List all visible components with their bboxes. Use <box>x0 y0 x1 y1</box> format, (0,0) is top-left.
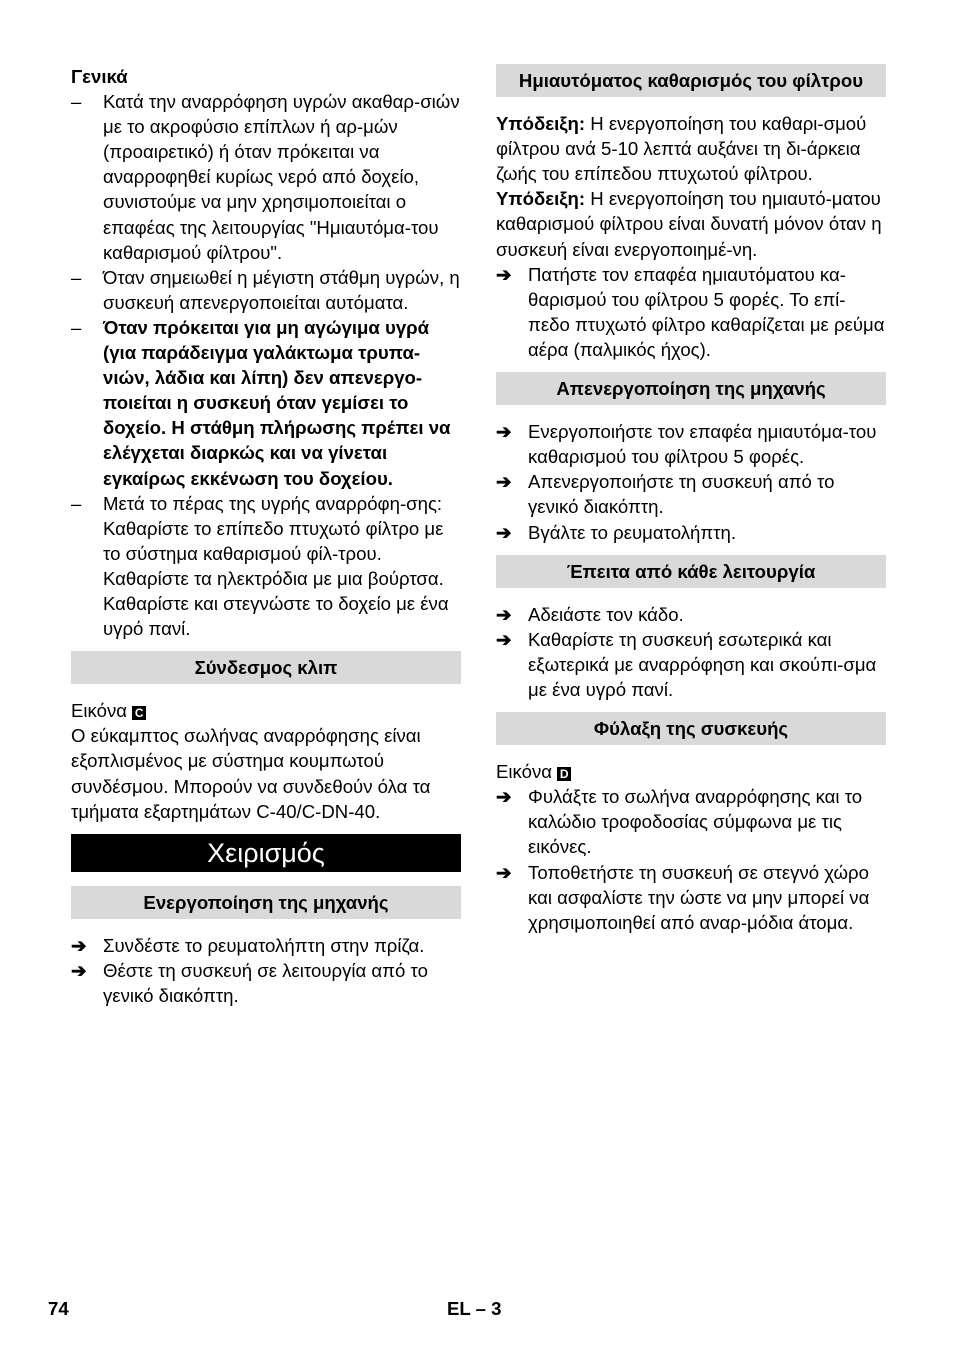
list-item <box>71 315 461 491</box>
arrow-icon: ➔ <box>71 959 87 981</box>
general-heading: Γενικά <box>71 66 128 87</box>
list-item <box>71 491 461 642</box>
chapter-title: Χειρισμός <box>71 834 461 872</box>
list-item <box>71 265 461 315</box>
dash-icon: – <box>71 316 82 338</box>
figure-reference <box>71 698 461 723</box>
section-heading-after-operation: Έπειτα από κάθε λειτουργία <box>496 555 886 588</box>
dash-icon: – <box>71 492 82 514</box>
list-item-text: Συνδέστε το ρευματολήπτη στην πρίζα. <box>103 934 425 956</box>
note-label: Υπόδειξη: <box>496 113 586 135</box>
dash-icon: – <box>71 91 82 113</box>
list-item-text: Όταν σημειωθεί η μέγιστη στάθμη υγρών, η συσκευή απενεργοποιείται αυτόματα. <box>103 266 460 313</box>
list-item-text: Καθαρίστε τη συσκευή εσωτερικά και εξωτερικά με αναρρόφηση και σκούπι-σμα με ένα υγρό πανί. <box>528 628 877 700</box>
list-item-text: Μετά το πέρας της υγρής αναρρόφη-σης: Καθαρίστε το επίπεδο πτυχωτό φίλτρο με το σύστημα καθαρισμού φίλ-τρου. Καθαρίστε τα ηλεκτρόδια με μια βούρτσα. Καθαρίστε και στεγνώστε το δοχείο με ένα υγρό πανί. <box>103 492 449 640</box>
section-heading-shutdown: Απενεργοποίηση της μηχανής <box>496 372 886 405</box>
arrow-icon: ➔ <box>496 263 512 285</box>
list-item-text: Ενεργοποιήστε τον επαφέα ημιαυτόμα-του καθαρισμού του φίλτρου 5 φορές. <box>528 421 877 468</box>
figure-letter-badge: D <box>557 767 571 781</box>
list-item <box>496 262 886 362</box>
footer-language-tag <box>447 1298 501 1320</box>
arrow-icon: ➔ <box>71 934 87 956</box>
list-item <box>496 860 886 935</box>
figure-label: Εικόνα <box>496 761 552 783</box>
list-item <box>71 958 461 1008</box>
figure-reference <box>496 759 886 784</box>
left-column <box>71 64 461 1008</box>
section-heading-clip: Σύνδεσμος κλιπ <box>71 651 461 684</box>
list-item-text: Αδειάστε τον κάδο. <box>528 603 684 625</box>
list-item <box>496 784 886 859</box>
note-text: Η ενεργοποίηση του ημιαυτό-ματου καθαρισμού φίλτρου είναι δυνατή μόνον όταν η συσκευή είναι ενεργοποιημέ-νη. <box>496 188 882 260</box>
figure-letter-badge: C <box>132 706 146 720</box>
arrow-icon: ➔ <box>496 628 512 650</box>
section-heading-startup: Ενεργοποίηση της μηχανής <box>71 886 461 919</box>
dash-icon: – <box>71 266 82 288</box>
list-item <box>496 602 886 627</box>
section-heading-semi-auto: Ημιαυτόματος καθαρισμός του φίλτρου <box>496 64 886 97</box>
list-item <box>496 469 886 519</box>
warning-text: Όταν πρόκειται για μη αγώγιμα υγρά (για παράδειγμα γαλάκτωμα τρυπα-νιών, λάδια και λίπη) δεν απενεργο-ποιείται η συσκευή όταν γεμίσει το δοχείο. Η στάθμη πλήρωσης πρέπει να ελέγχεται διαρκώς και να γίνεται εγκαίρως εκκένωση του δοχείου. <box>103 316 451 489</box>
arrow-icon: ➔ <box>496 521 512 543</box>
list-item-text: Φυλάξτε το σωλήνα αναρρόφησης και το καλώδιο τροφοδοσίας σύμφωνα με τις εικόνες. <box>528 786 863 858</box>
list-item-text: Πατήστε τον επαφέα ημιαυτόματου κα-θαρισμού του φίλτρου 5 φορές. Το επί-πεδο πτυχωτό φίλτρο καθαρίζεται με ρεύμα αέρα (παλμικός ήχος). <box>528 263 885 360</box>
list-item <box>71 89 461 265</box>
page-suffix: – 3 <box>475 1298 502 1319</box>
figure-label: Εικόνα <box>71 700 127 722</box>
arrow-icon: ➔ <box>496 861 512 883</box>
arrow-icon: ➔ <box>496 786 512 808</box>
list-item <box>496 520 886 545</box>
note-text: Η ενεργοποίηση του καθαρι-σμού φίλτρου ανά 5-10 λεπτά αυξάνει τη δι-άρκεια ζωής του επίπεδου πτυχωτού φίλτρου. <box>496 113 867 185</box>
language-code: EL <box>447 1298 471 1319</box>
list-item-text: Απενεργοποιήστε τη συσκευή από το γενικό διακόπτη. <box>528 471 835 518</box>
page-number: 74 <box>48 1298 69 1319</box>
note-paragraph <box>496 186 886 261</box>
list-item-text: Βγάλτε το ρευματολήπτη. <box>528 521 737 543</box>
list-item-text: Κατά την αναρρόφηση υγρών ακαθαρ-σιών με το ακροφύσιο επίπλων ή αρ-μών (προαιρετικό) ή όταν πρόκειται να αναρροφηθεί κυρίως νερό από δοχείο, συνιστούμε να μην χρησιμοποιείται ο επαφέας της λειτουργίας "Ημιαυτόμα-του καθαρισμού φίλτρου". <box>103 91 460 263</box>
list-item-text: Θέστε τη συσκευή σε λειτουργία από το γενικό διακόπτη. <box>103 959 428 1006</box>
arrow-icon: ➔ <box>496 471 512 493</box>
list-item <box>496 419 886 469</box>
clip-description: Ο εύκαμπτος σωλήνας αναρρόφησης είναι εξοπλισμένος με σύστημα κουμπωτού συνδέσμου. Μπορούν να συνδεθούν όλα τα τμήματα εξαρτημάτων C-40/C-DN-40. <box>71 725 431 822</box>
right-column <box>496 64 886 935</box>
note-label: Υπόδειξη: <box>496 188 586 210</box>
list-item <box>71 933 461 958</box>
note-paragraph <box>496 111 886 186</box>
arrow-icon: ➔ <box>496 421 512 443</box>
list-item <box>496 627 886 702</box>
section-heading-storage: Φύλαξη της συσκευής <box>496 712 886 745</box>
list-item-text: Τοποθετήστε τη συσκευή σε στεγνό χώρο και ασφαλίστε την ώστε να μην μπορεί να χρησιμοποιηθεί από αναρ-μόδια άτομα. <box>528 861 870 933</box>
arrow-icon: ➔ <box>496 603 512 625</box>
